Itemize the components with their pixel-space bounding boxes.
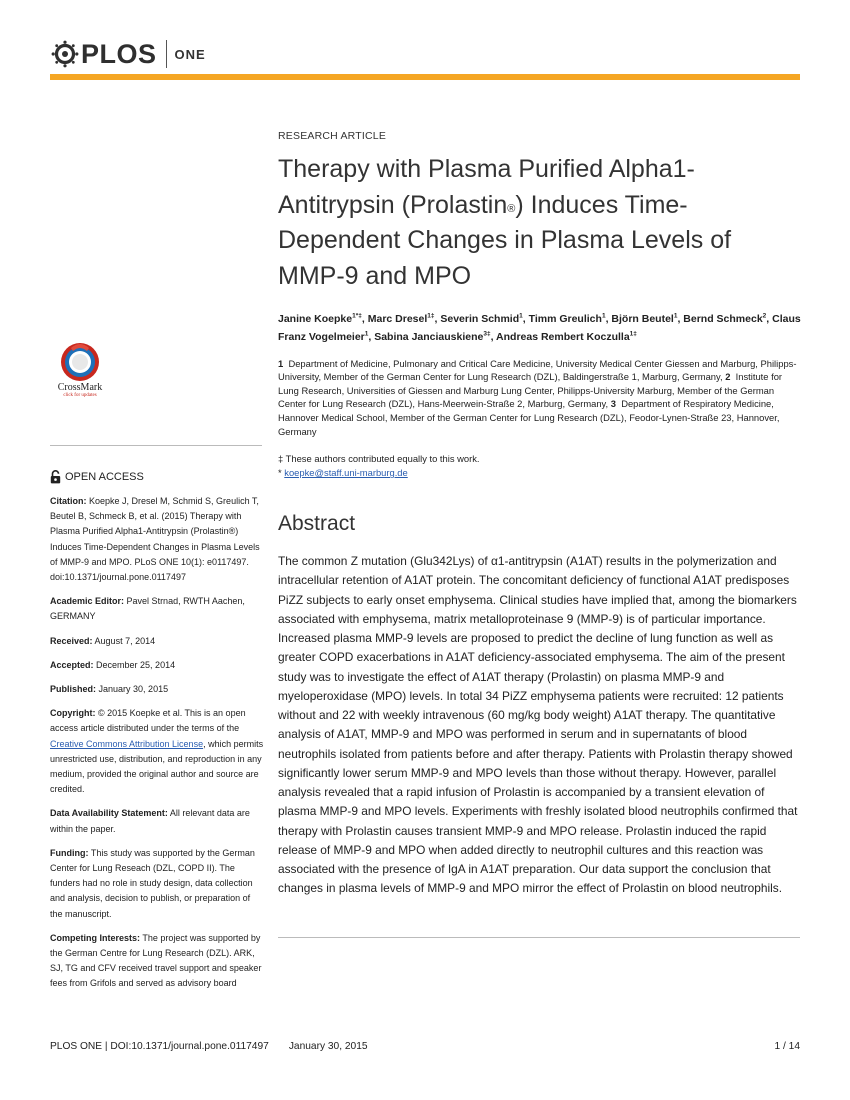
corresponding-author-note [278,466,803,480]
author-name: Janine Koepke [278,312,353,325]
equal-contribution-text: These authors contributed equally to this work. [285,453,480,465]
received-label: Received: [50,635,93,646]
author-name: Sabina Janciauskiene [374,331,484,344]
page-number: 1 / 14 [774,1041,800,1052]
author-affiliation-marker: 1 [673,312,678,319]
author-list [278,308,803,346]
brand-name: PLOS [81,38,157,69]
author-name: Timm Greulich [528,312,602,325]
accepted-label: Accepted: [50,659,94,670]
author-notes [278,452,803,480]
author-affiliation-marker: 1 [601,312,606,319]
journal-name: ONE [174,46,206,62]
copyright-block [50,706,264,797]
author-entry [529,313,612,325]
author-entry [374,331,496,343]
equal-contribution-note [278,452,803,466]
article-main [278,130,803,899]
author-name: Björn Beutel [611,312,674,325]
author-affiliation-marker: 1*‡ [352,312,362,319]
author-name: Claus Franz Vogelmeier [278,312,801,344]
citation-block [50,494,264,585]
author-affiliation-marker: 1‡ [427,312,435,319]
registered-mark: ® [507,202,516,215]
corresponding-email-link[interactable]: koepke@staff.uni-marburg.de [284,467,408,479]
footer-date: January 30, 2015 [288,1041,368,1052]
accepted-date: December 25, 2014 [96,659,176,670]
received-block [50,634,264,649]
funding-text: This study was supported by the German Center for Lung Reseach (DZL, COPD II). The funders had no role in study design, data collection and analysis, decision to publish, or preparation of the manuscript. [50,847,255,919]
affiliation-entry [278,358,796,383]
footer-journal-doi: PLOS ONE | DOI:10.1371/journal.pone.0117497 [50,1041,269,1052]
author-separator: , [361,312,368,325]
abstract-heading: Abstract [278,512,356,536]
crossmark-label: CrossMark [57,382,103,393]
footer-left [50,1041,368,1052]
copyright-text-end: , which permits unrestricted use, distribution, and reproduction in any medium, provided the original author and source are credited. [50,738,264,795]
author-separator: , [677,312,684,325]
affiliation-number: 1 [278,357,284,369]
article-title [278,152,778,294]
open-access-label: OPEN ACCESS [65,471,144,483]
header-rule [50,74,800,80]
affiliation-text: Department of Respiratory Medicine, Hannover Medical School, Member of the German Center for Lung Research (DZL), Feodor-Lynen-Straße 23, Hannover, Germany [278,398,780,437]
affiliation-number: 3 [610,398,616,410]
title-part-1: Therapy with Plasma Purified Alpha1-Antitrypsin (Prolastin [278,155,695,219]
equal-contribution-symbol: ‡ [278,453,284,465]
author-separator: , [490,331,497,344]
author-name: Marc Dresel [367,312,428,325]
author-affiliation-marker: 1 [519,312,523,319]
data-availability-text: All relevant data are within the paper. [50,808,250,834]
article-metadata-sidebar [50,494,264,1001]
author-separator: , [522,312,529,325]
plos-globe-icon [51,40,79,68]
affiliation-number: 2 [725,371,731,383]
copyright-text: © 2015 Koepke et al. This is an open access article distributed under the terms of the [50,708,246,734]
funding-block [50,846,264,922]
cc-license-link[interactable]: Creative Commons Attribution License [50,738,204,749]
author-affiliation-marker: 2 [762,312,767,319]
author-name: Andreas Rembert Koczulla [496,331,630,344]
data-availability-label: Data Availability Statement: [50,808,168,819]
affiliation-list [278,357,803,439]
sidebar-divider [50,445,262,446]
author-affiliation-marker: 3‡ [483,330,491,338]
logo-divider [166,40,167,68]
citation-label: Citation: [50,496,87,506]
accepted-block [50,658,264,673]
editor-text: Pavel Strnad, RWTH Aachen, GERMANY [50,596,245,622]
author-entry [683,313,772,325]
academic-editor-block [50,594,264,624]
author-separator: , [766,312,773,325]
funding-label: Funding: [50,847,89,858]
author-entry [611,313,683,325]
affiliation-text: Department of Medicine, Pulmonary and Critical Care Medicine, University Medical Center Giessen and Marburg, Philipps-University, Member of the German Center for Lung Research (DZL), Baldingerstraße 1, Marburg, Germany, [278,357,797,383]
published-date: January 30, 2015 [98,684,169,695]
author-entry [496,331,637,343]
open-access-badge [50,470,144,484]
abstract-divider [278,937,800,938]
open-lock-icon [50,470,61,484]
affiliation-text: Institute for Lung Research, Universities of Giessen and Marburg Lung Center, Philipps-University Marburg, Member of the German Center for Lung Research (DZL), Hans-Meerwein-Straße 2, Marburg, Germany, [278,371,783,410]
author-name: Bernd Schmeck [683,312,763,325]
author-affiliation-marker: 1‡ [629,330,637,338]
author-name: Severin Schmid [440,312,520,325]
author-entry [368,313,441,325]
data-availability-block [50,806,264,836]
article-type: RESEARCH ARTICLE [278,130,387,142]
competing-interests-block [50,931,264,992]
corresponding-symbol: * [278,467,282,479]
published-label: Published: [50,684,97,695]
author-separator: , [434,312,441,325]
received-date: August 7, 2014 [94,635,156,646]
author-entry [278,313,368,325]
citation-text: Koepke J, Dresel M, Schmid S, Greulich T, Beutel B, Schmeck B, et al. (2015) Therapy with Plasma Purified Alpha1-Antitrypsin (Prolastin®) Induces Time-Dependent Changes in Plasma Levels of MMP-9 and MPO. PLoS ONE 10(1): e0117497. doi:10.1371/journal.pone.0117497 [50,496,260,583]
plos-one-logo[interactable] [51,38,211,70]
crossmark-sublabel: click for updates [63,393,97,398]
author-entry [440,313,528,325]
author-affiliation-marker: 1 [364,330,369,338]
competing-interests-label: Competing Interests: [50,932,141,943]
published-block [50,682,264,697]
title-part-2: ) Induces Time-Dependent Changes in Plasma Levels of MMP-9 and MPO [278,190,732,290]
copyright-label: Copyright: [50,708,96,719]
crossmark-caption[interactable] [50,382,110,398]
editor-label: Academic Editor: [50,596,125,607]
author-separator: , [368,331,375,344]
competing-interests-text: The project was supported by the German Centre for Lung Research (DZL). ARK, SJ, TG and CFV received travel support and speaker fees from Grifols and served as advisory board [50,932,262,989]
author-separator: , [605,312,612,325]
abstract-text: The common Z mutation (Glu342Lys) of α1-antitrypsin (A1AT) results in the polymerization and intracellular retention of A1AT protein. The concomitant deficiency of functional A1AT predisposes PiZZ subjects to early onset emphysema. Clinical studies have implied that, among the biomarkers associated with emphysema, matrix metalloproteinase 9 (MMP-9) is of particular importance. Increased plasma MMP-9 levels are proposed to predict the decline of lung function as well as greater COPD exacerbations in A1AT deficiency-associated emphysema. The aim of the present study was to investigate the effect of A1AT therapy (Prolastin) on plasma MMP-9 and myeloperoxidase (MPO) levels. In total 34 PiZZ emphysema patients were recruited: 12 patients without and 22 with weekly intravenous (60 mg/kg body weight) A1AT therapy. The quantitative analysis of A1AT, MMP-9 and MPO was performed in serum and in supernatants of blood neutrophils isolated from patients before and after therapy. Patients with Prolastin therapy showed significantly lower serum MMP-9 and MPO levels than those without therapy. However, parallel analysis revealed that a rapid infusion of Prolastin is accompanied by a transient elevation of plasma MMP-9 and MPO levels. Experiments with freshly isolated blood neutrophils confirmed that therapy with Prolastin causes transient MMP-9 and MPO release. Prolastin induced the rapid release of MMP-9 and MPO when added directly to neutrophil cultures and this reaction was associated with the presence of IgA in A1AT preparation. Our data support the conclusion that changes in plasma levels of MMP-9 and MPO mirror the effect of Prolastin on blood neutrophils. [278,554,798,896]
page-footer [50,1041,800,1052]
